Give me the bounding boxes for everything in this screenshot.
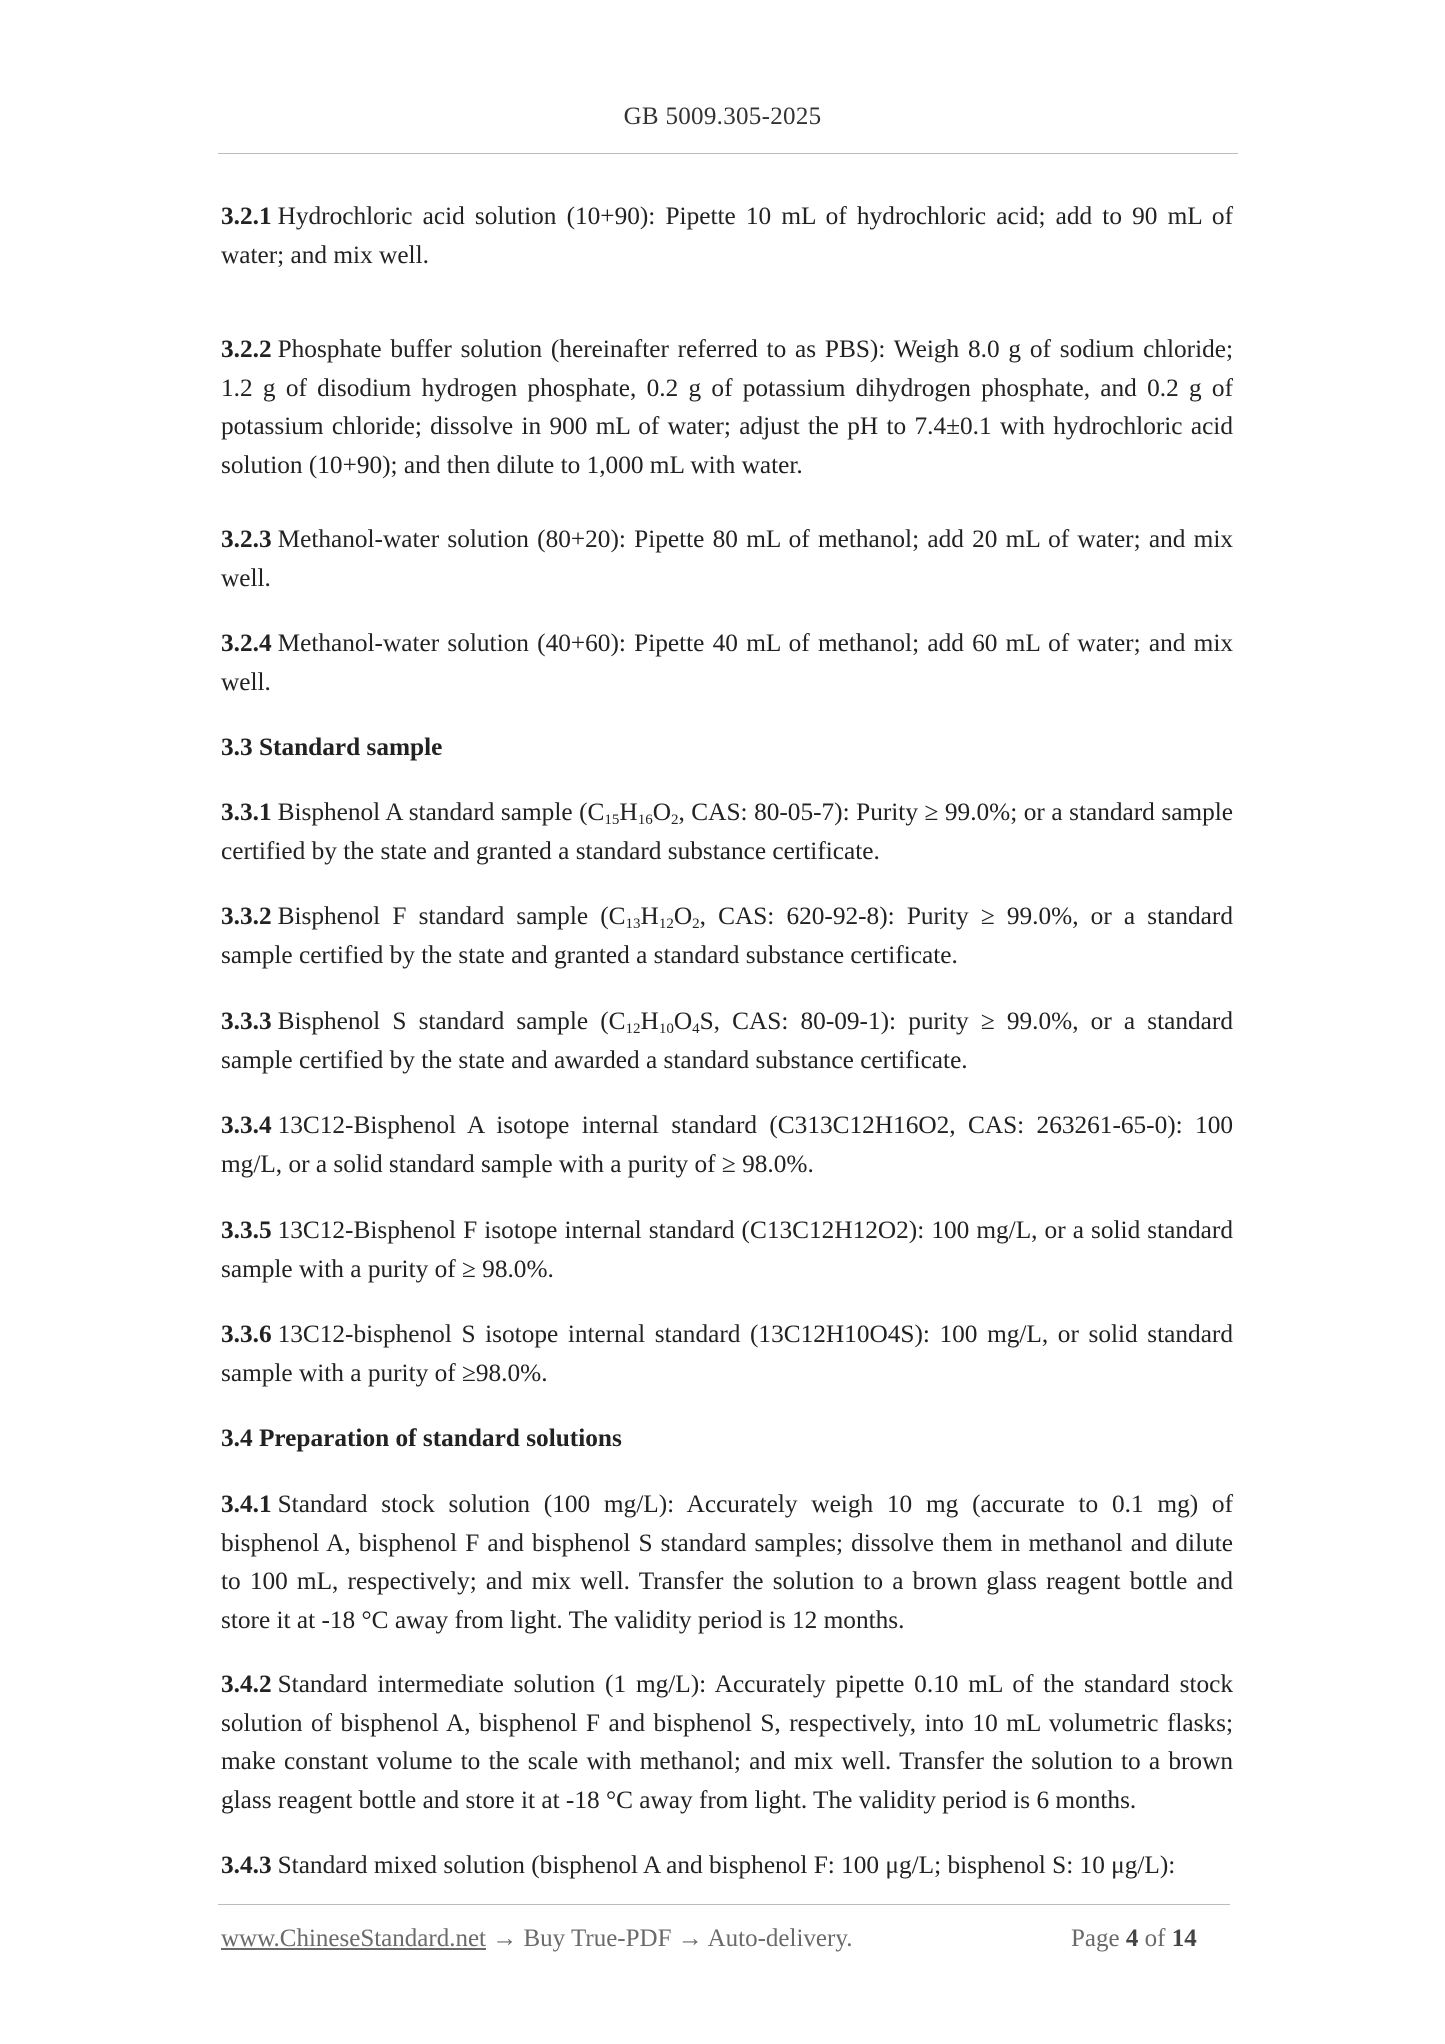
- clause-number: 3.2.2: [221, 335, 272, 363]
- clause-number: 3.3.3: [221, 1007, 272, 1035]
- formula-element: H: [640, 902, 659, 930]
- document-header-title: GB 5009.305-2025: [623, 103, 822, 130]
- page-indicator: [1071, 1925, 1197, 1953]
- formula-element: H: [619, 798, 638, 826]
- of-word: of: [1144, 1925, 1166, 1952]
- footer-promo: [221, 1925, 852, 1953]
- clause-3-3-3: [221, 1002, 1233, 1079]
- clause-number: 3.4.3: [221, 1851, 272, 1879]
- clause-number: 3.4.1: [221, 1490, 272, 1518]
- clause-3-4-1: [221, 1485, 1233, 1639]
- clause-number: 3.3.2: [221, 902, 272, 930]
- formula-element: O: [673, 902, 693, 930]
- header-divider: [218, 153, 1238, 154]
- clause-text-tail: , CAS: 80-05-7): Purity ≥ 99.0%; or a standard sample certified by the state and granted a standard substance certificate.: [221, 798, 1233, 865]
- clause-3-3-5: [221, 1211, 1233, 1288]
- clause-text: Standard stock solution (100 mg/L): Accurately weigh 10 mg (accurate to 0.1 mg) of bisphenol A, bisphenol F and bisphenol S standard samples; dissolve them in methanol and dilute to 100 mL, respectively; and mix well. Transfer the solution to a brown glass reagent bottle and store it at -18 °C away from light. The validity period is 12 months.: [221, 1490, 1233, 1634]
- page-total: 14: [1171, 1925, 1197, 1952]
- formula-element: O: [673, 1007, 693, 1035]
- section-heading-3-4: 3.4 Preparation of standard solutions: [221, 1424, 622, 1452]
- clause-3-2-1: [221, 197, 1233, 274]
- clause-number: 3.3.4: [221, 1111, 272, 1139]
- clause-3-2-3: [221, 520, 1233, 597]
- clause-text: Hydrochloric acid solution (10+90): Pipette 10 mL of hydrochloric acid; add to 90 mL of water; and mix well.: [221, 202, 1233, 269]
- formula-element: H: [640, 1007, 659, 1035]
- clause-3-2-4: [221, 624, 1233, 701]
- clause-3-4-2: [221, 1665, 1233, 1819]
- clause-3-3-4: [221, 1106, 1233, 1183]
- clause-text: Bisphenol S standard sample (C: [277, 1007, 626, 1035]
- formula-subscript: 2: [670, 812, 679, 828]
- clause-text: Bisphenol A standard sample (C: [277, 798, 605, 826]
- clause-text-tail: , CAS: 620-92-8): Purity ≥ 99.0%, or a standard sample certified by the state and granted a standard substance certificate.: [221, 902, 1233, 969]
- clause-number: 3.3.5: [221, 1216, 272, 1244]
- clause-number: 3.3.6: [221, 1320, 272, 1348]
- clause-text: 13C12-Bisphenol A isotope internal standard (C313C12H16O2, CAS: 263261-65-0): 100 mg/L, or a solid standard sample with a purity of ≥ 98.0%.: [221, 1111, 1233, 1178]
- clause-text: Methanol-water solution (40+60): Pipette 40 mL of methanol; add 60 mL of water; and mix well.: [221, 629, 1233, 696]
- formula-subscript: 12: [658, 916, 674, 932]
- page-word: Page: [1071, 1925, 1120, 1952]
- clause-number: 3.4.2: [221, 1670, 272, 1698]
- formula-subscript: 12: [625, 1021, 641, 1037]
- formula-subscript: 10: [658, 1021, 674, 1037]
- formula-element: O: [652, 798, 671, 826]
- clause-text: Standard intermediate solution (1 mg/L): Accurately pipette 0.10 mL of the standard stock solution of bisphenol A, bisphenol F and bisphenol S, respectively, into 10 mL volumetric flasks; make constant volume to the scale with methanol; and mix well. Transfer the solution to a brown glass reagent bottle and store it at -18 °C away from light. The validity period is 6 months.: [221, 1670, 1233, 1814]
- formula-subscript: 16: [637, 812, 653, 828]
- clause-text-tail: S, CAS: 80-09-1): purity ≥ 99.0%, or a standard sample certified by the state and awarded a standard substance certificate.: [221, 1007, 1233, 1074]
- formula-subscript: 2: [692, 916, 700, 932]
- clause-text: Standard mixed solution (bisphenol A and bisphenol F: 100 μg/L; bisphenol S: 10 μg/L):: [277, 1851, 1176, 1879]
- footer-divider: [218, 1904, 1230, 1905]
- clause-text: Bisphenol F standard sample (C: [277, 902, 626, 930]
- clause-text: Phosphate buffer solution (hereinafter referred to as PBS): Weigh 8.0 g of sodium chloride; 1.2 g of disodium hydrogen phosphate, 0.2 g of potassium dihydrogen phosphate, and 0.2 g of potassium chloride; dissolve in 900 mL of water; adjust the pH to 7.4±0.1 with hydrochloric acid solution (10+90); and then dilute to 1,000 mL with water.: [221, 335, 1233, 479]
- clause-3-2-2: [221, 330, 1233, 484]
- formula-subscript: 15: [604, 812, 620, 828]
- clause-3-4-3: [221, 1846, 1233, 1885]
- page-current: 4: [1125, 1925, 1139, 1952]
- clause-3-3-6: [221, 1315, 1233, 1392]
- clause-number: 3.2.4: [221, 629, 272, 657]
- clause-3-3-2: [221, 897, 1233, 974]
- clause-text: Methanol-water solution (80+20): Pipette 80 mL of methanol; add 20 mL of water; and mix well.: [221, 525, 1233, 592]
- section-heading-3-3: 3.3 Standard sample: [221, 733, 443, 761]
- clause-text: 13C12-Bisphenol F isotope internal standard (C13C12H12O2): 100 mg/L, or a solid standard sample with a purity of ≥ 98.0%.: [221, 1216, 1233, 1283]
- clause-text: 13C12-bisphenol S isotope internal standard (13C12H10O4S): 100 mg/L, or solid standard sample with a purity of ≥98.0%.: [221, 1320, 1233, 1387]
- footer-promo-text: → Buy True-PDF → Auto-delivery.: [486, 1925, 853, 1952]
- clause-3-3-1: [221, 793, 1233, 870]
- formula-subscript: 4: [692, 1021, 700, 1037]
- formula-subscript: 13: [625, 916, 641, 932]
- clause-number: 3.3.1: [221, 798, 272, 826]
- clause-number: 3.2.1: [221, 202, 272, 230]
- website-link[interactable]: www.ChineseStandard.net: [221, 1925, 486, 1952]
- clause-number: 3.2.3: [221, 525, 272, 553]
